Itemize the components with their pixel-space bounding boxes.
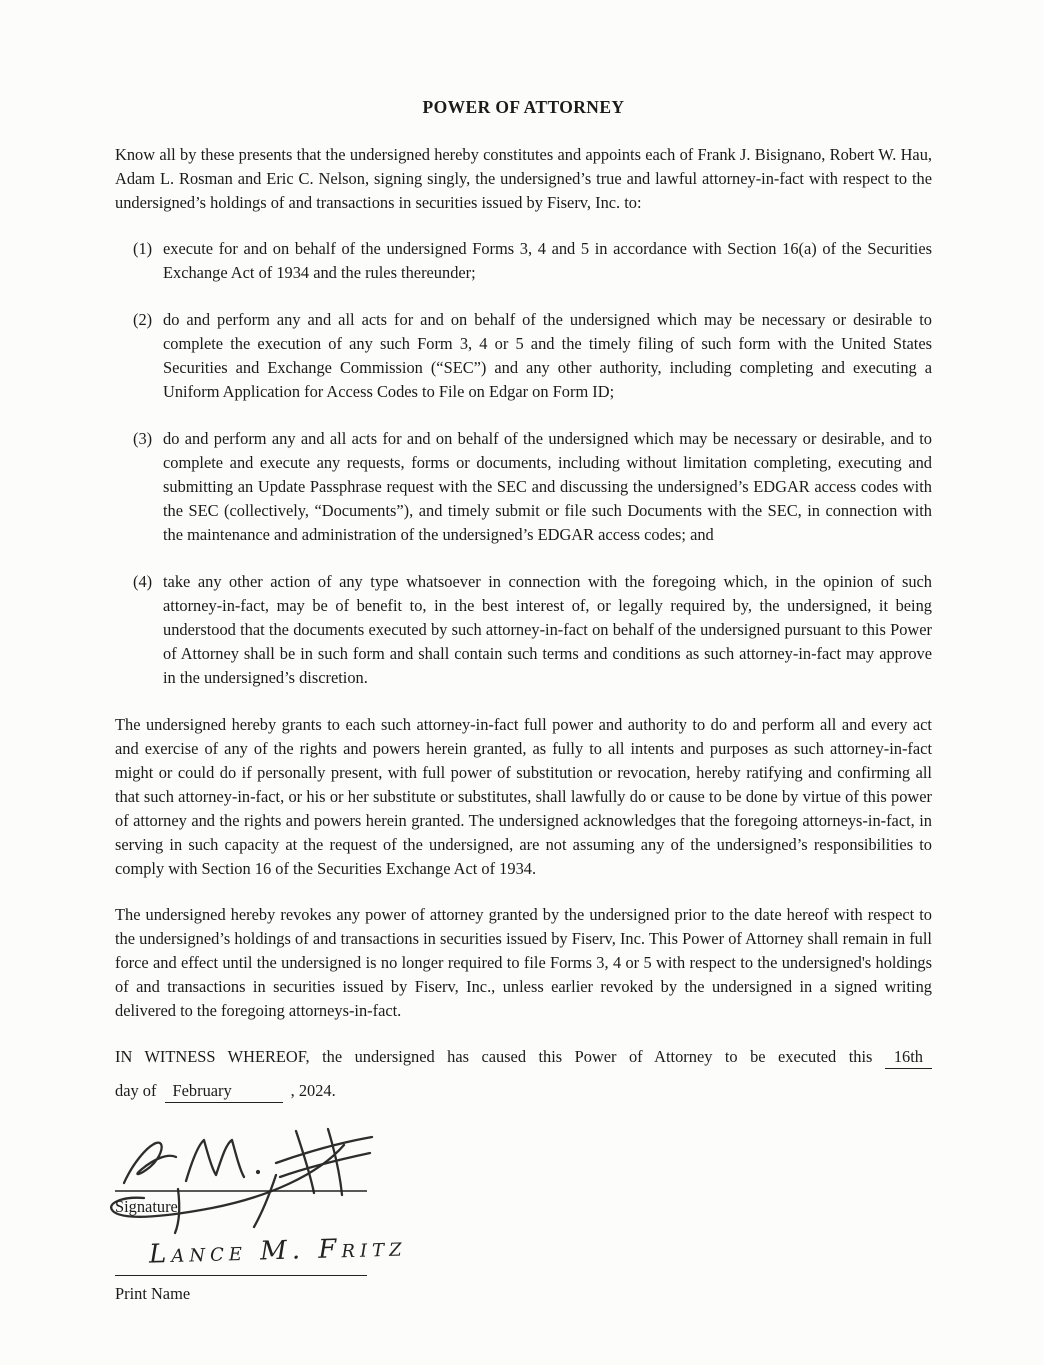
witness-clause (115, 1045, 932, 1103)
item-text: execute for and on behalf of the undersigned Forms 3, 4 and 5 in accordance with Section 16(a) of the Securities Exchange Act of 1934 and the rules thereunder; (163, 239, 932, 282)
witness-text: IN WITNESS WHEREOF, the undersigned has caused this Power of Attorney to be executed this (115, 1047, 873, 1066)
item-text: take any other action of any type whatsoever in connection with the foregoing which, in the opinion of such attorney-in-fact, may be of benefit to, in the best interest of, or legally required by, the undersigned, it being understood that the documents executed by such attorney-in-fact on behalf of the undersigned pursuant to this Power of Attorney shall be in such form and shall contain such terms and conditions as such attorney-in-fact may approve in the undersigned’s discretion. (163, 572, 932, 687)
intro-paragraph: Know all by these presents that the undersigned hereby constitutes and appoints each of Frank J. Bisignano, Robert W. Hau, Adam L. Rosman and Eric C. Nelson, signing singly, the undersigned’s true and lawful attorney-in-fact with respect to the undersigned’s holdings of and transactions in securities issued by Fiserv, Inc. to: (115, 145, 932, 212)
item-number: (2) (133, 310, 153, 329)
witness-line-1 (115, 1045, 932, 1069)
revocation-paragraph: The undersigned hereby revokes any power of attorney granted by the undersigned prior to the date hereof with respect to the undersigned’s holdings of and transactions in securities issued by Fiserv, Inc. This Power of Attorney shall remain in full force and effect until the undersigned is no longer required to file Forms 3, 4 or 5 with respect to the undersigned's holdings of and transactions in securities issued by Fiserv, Inc., unless earlier revoked by the undersigned in a signed writing delivered to the foregoing attorneys-in-fact. (115, 905, 932, 1020)
executed-month-blank (165, 1081, 283, 1103)
powers-list (115, 237, 932, 690)
signature-label: Signature (115, 1197, 178, 1216)
item-text: do and perform any and all acts for and on behalf of the undersigned which may be necessary or desirable to complete the execution of any such Form 3, 4 or 5 and the timely filing of such form with the United States Securities and Exchange Commission (“SEC”) and any other authority, including completing and executing a Uniform Application for Access Codes to File on Edgar on Form ID; (163, 310, 932, 401)
grant-paragraph: The undersigned hereby grants to each such attorney-in-fact full power and authority to do and perform all and every act and exercise of any of the rights and powers herein granted, as fully to all intents and purposes as such attorney-in-fact might or could do if personally present, with full power of substitution or revocation, hereby ratifying and confirming all that such attorney-in-fact, or his or her substitute or substitutes, shall lawfully do or cause to be done by virtue of this power of attorney and the rights and powers herein granted. The undersigned acknowledges that the foregoing attorneys-in-fact, in serving in such capacity at the request of the undersigned, are not assuming any of the undersigned’s responsibilities to comply with Section 16 of the Securities Exchange Act of 1934. (115, 715, 932, 878)
executed-day-value: 16th (893, 1047, 923, 1066)
item-number: (4) (133, 572, 153, 591)
document-title: POWER OF ATTORNEY (422, 97, 625, 117)
executed-month-value: February (172, 1081, 232, 1100)
witness-line-2 (115, 1079, 932, 1103)
day-of-text: day of (115, 1081, 157, 1100)
year-text: , 2024. (290, 1081, 336, 1100)
item-number: (1) (133, 239, 153, 258)
signature-block (115, 1119, 932, 1237)
item-text: do and perform any and all acts for and on behalf of the undersigned which may be necessary or desirable, and to complete and execute any requests, forms or documents, including without limitation completing, executing and submitting an Update Passphrase request with the SEC and discussing the undersigned’s EDGAR access codes with the SEC (collectively, “Documents”), and timely submit or file such Documents with the SEC, in connection with the maintenance and administration of the undersigned’s EDGAR access codes; and (163, 429, 932, 544)
list-item (115, 427, 932, 547)
list-item (115, 237, 932, 285)
list-item (115, 570, 932, 690)
handwritten-print-name: Lance M. Fritz (148, 1232, 407, 1270)
print-name-label: Print Name (115, 1284, 191, 1303)
print-name-line (115, 1275, 367, 1276)
print-name-block (115, 1232, 932, 1311)
list-item (115, 308, 932, 404)
executed-day-blank (885, 1047, 932, 1069)
item-number: (3) (133, 429, 153, 448)
